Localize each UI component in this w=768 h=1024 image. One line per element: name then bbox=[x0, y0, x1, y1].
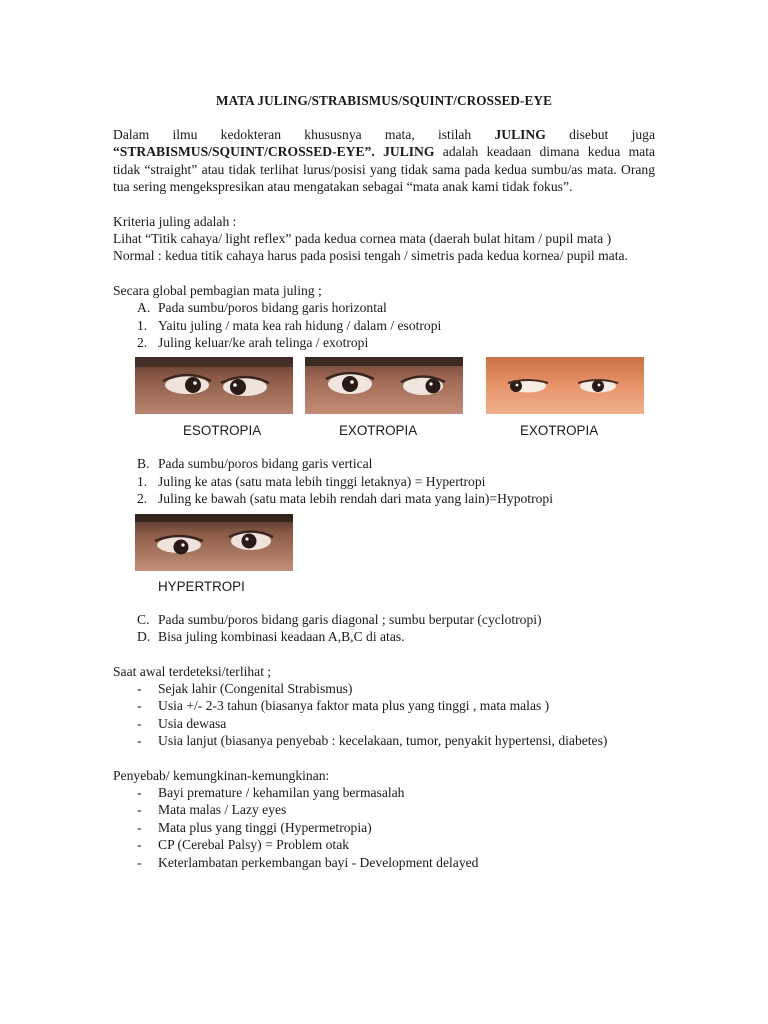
list-marker: 2. bbox=[137, 335, 148, 351]
criteria-lihat: Lihat “Titik cahaya/ light reflex” pada kedua cornea mata (daerah bulat hitam / pupil mata ) bbox=[113, 231, 612, 247]
list-marker: - bbox=[137, 715, 142, 731]
list-item bbox=[113, 628, 655, 645]
criteria-heading: Kriteria juling adalah : bbox=[113, 213, 237, 229]
list-marker: 1. bbox=[137, 317, 148, 333]
global-a-list bbox=[113, 299, 655, 351]
list-text: Usia lanjut (biasanya penyebab : kecelakaan, tumor, penyakit hypertensi, diabetes) bbox=[158, 733, 608, 749]
list-marker: - bbox=[137, 819, 142, 835]
document-title: MATA JULING/STRABISMUS/SQUINT/CROSSED-EYE bbox=[216, 93, 552, 108]
intro-text-1: Dalam ilmu kedokteran khususnya mata, istilah bbox=[113, 127, 495, 142]
list-text: Juling ke atas (satu mata lebih tinggi letaknya) = Hypertropi bbox=[158, 473, 486, 489]
causes-heading: Penyebab/ kemungkinan-kemungkinan: bbox=[113, 767, 330, 783]
list-item bbox=[113, 836, 655, 853]
list-text: Juling ke bawah (satu mata lebih rendah dari mata yang lain)=Hypotropi bbox=[158, 491, 553, 507]
list-marker: - bbox=[137, 680, 142, 696]
list-item bbox=[113, 473, 655, 490]
global-heading: Secara global pembagian mata juling ; bbox=[113, 282, 322, 298]
list-marker: C. bbox=[137, 611, 150, 627]
list-marker: D. bbox=[137, 629, 151, 645]
list-text: Pada sumbu/poros bidang garis diagonal ; sumbu berputar (cyclotropi) bbox=[158, 611, 542, 627]
exotropia-photo-1 bbox=[305, 357, 463, 414]
exotropia-photo-2 bbox=[486, 357, 644, 414]
list-text: Juling keluar/ke arah telinga / exotropi bbox=[158, 335, 369, 351]
list-text: Bayi premature / kehamilan yang bermasalah bbox=[158, 784, 405, 800]
criteria-normal: Normal : kedua titik cahaya harus pada posisi tengah / simetris pada kedua kornea/ pupil mata. bbox=[113, 248, 628, 264]
list-item bbox=[113, 854, 655, 871]
list-text: Usia +/- 2-3 tahun (biasanya faktor mata plus yang tinggi , mata malas ) bbox=[158, 698, 550, 714]
list-item bbox=[113, 455, 655, 472]
list-marker: - bbox=[137, 854, 142, 870]
caption-hypertropi: HYPERTROPI bbox=[158, 578, 245, 594]
list-item bbox=[113, 715, 655, 732]
list-marker: B. bbox=[137, 456, 150, 472]
list-item bbox=[113, 611, 655, 628]
hypertropia-photo bbox=[135, 514, 293, 571]
intro-bold-juling: JULING bbox=[494, 127, 546, 142]
list-text: Mata malas / Lazy eyes bbox=[158, 802, 287, 818]
list-marker: - bbox=[137, 837, 142, 853]
list-item bbox=[113, 334, 655, 351]
hypertropia-photo-wrap bbox=[113, 514, 655, 572]
caption-exotropia-2: EXOTROPIA bbox=[520, 423, 599, 439]
list-marker: - bbox=[137, 802, 142, 818]
list-item bbox=[113, 490, 655, 507]
list-item bbox=[113, 317, 655, 334]
list-item bbox=[113, 801, 655, 818]
onset-heading: Saat awal terdeteksi/terlihat ; bbox=[113, 663, 272, 679]
list-marker: 1. bbox=[137, 473, 148, 489]
global-cd-list bbox=[113, 611, 655, 646]
list-text: Usia dewasa bbox=[158, 715, 227, 731]
global-b-list bbox=[113, 455, 655, 507]
intro-text-2: disebut juga bbox=[545, 127, 655, 142]
list-item bbox=[113, 680, 655, 697]
causes-list bbox=[113, 784, 655, 871]
list-marker: A. bbox=[137, 300, 151, 316]
onset-list bbox=[113, 680, 655, 750]
list-text: Pada sumbu/poros bidang garis horizontal bbox=[158, 300, 387, 316]
list-text: Mata plus yang tinggi (Hypermetropia) bbox=[158, 819, 372, 835]
esotropia-photo bbox=[135, 357, 293, 414]
list-text: Pada sumbu/poros bidang garis vertical bbox=[158, 456, 373, 472]
document-page bbox=[113, 92, 655, 871]
list-text: Bisa juling kombinasi keadaan A,B,C di atas. bbox=[158, 629, 405, 645]
intro-text-3: adalah keadaan dimana kedua mata tidak “straight” atau tidak terlihat lurus/posisi yang tidak sama pada kedua sumbu/as mata. Orang tua sering mengekspresikan atau mengatakan sebagai “mata anak kami tidak fokus”. bbox=[113, 144, 656, 195]
list-item bbox=[113, 299, 655, 316]
list-marker: - bbox=[137, 784, 142, 800]
list-text: Sejak lahir (Congenital Strabismus) bbox=[158, 680, 353, 696]
photo-captions bbox=[113, 423, 655, 443]
list-item bbox=[113, 784, 655, 801]
intro-bold-strabismus: “STRABISMUS/SQUINT/CROSSED-EYE”. JULING bbox=[113, 144, 435, 160]
list-marker: - bbox=[137, 733, 142, 749]
list-item bbox=[113, 819, 655, 836]
list-text: Keterlambatan perkembangan bayi - Development delayed bbox=[158, 854, 479, 870]
list-marker: 2. bbox=[137, 491, 148, 507]
list-item bbox=[113, 697, 655, 714]
list-item bbox=[113, 732, 655, 749]
list-text: Yaitu juling / mata kea rah hidung / dalam / esotropi bbox=[158, 317, 442, 333]
caption-exotropia-1: EXOTROPIA bbox=[339, 423, 418, 439]
horizontal-strabismus-photos bbox=[113, 357, 655, 415]
caption-esotropia: ESOTROPIA bbox=[183, 423, 262, 439]
list-text: CP (Cerebal Palsy) = Problem otak bbox=[158, 837, 350, 853]
intro-paragraph bbox=[113, 126, 655, 196]
list-marker: - bbox=[137, 698, 142, 714]
